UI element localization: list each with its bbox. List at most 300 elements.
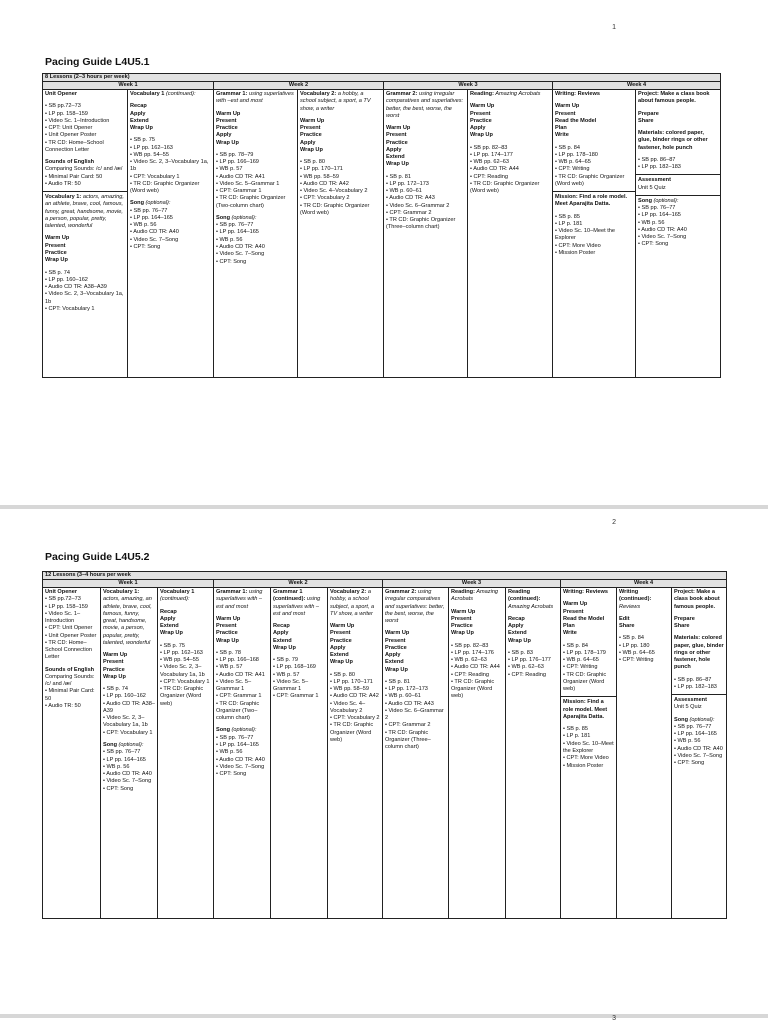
cell-line: • LP pp. 178–179: [563, 649, 606, 656]
cell-line: • WB p. 57: [216, 166, 243, 173]
cell-divider: [43, 191, 127, 192]
document-page-3: [0, 1015, 768, 1024]
cell-line: • SB p. 81: [385, 678, 410, 685]
cell-line: • SB pp. 86–87: [638, 156, 676, 163]
section-heading: Prepare: [674, 615, 695, 622]
cell-line: • WB pp. 54–55: [160, 657, 199, 664]
cell-line: • WB pp. 54–55: [130, 151, 169, 158]
cell-line: Grammar 1 (continued): using superlatives with –est and most: [273, 588, 321, 617]
section-heading: Wrap Up: [45, 257, 68, 264]
cell-line: • Video Sc. 5–Grammar 1: [273, 678, 309, 693]
section-heading: Warm Up: [451, 608, 476, 615]
cell-line: • Audio CD TR: A40: [216, 244, 265, 251]
cell-line: • Audio CD TR: A43: [385, 700, 434, 707]
section-heading: Project: Make a class book about famous people.: [638, 90, 710, 105]
cell-line: • CPT: Writing: [619, 657, 654, 664]
cell-line: • CPT: Vocabulary 2: [300, 195, 350, 202]
cell-line: Vocabulary 1: actors, amazing, an athlete, brave, cool, famous, funny, great, handsome, movie, a person, popular, pretty, talented, wonderful: [103, 588, 152, 646]
cell-line: • Audio CD TR: A43: [386, 195, 435, 202]
cell-line: • WB pp. 58–59: [330, 686, 369, 693]
cell-line: • CPT: Writing: [555, 166, 590, 173]
section-heading: Unit Opener: [45, 588, 78, 595]
cell-line: • CPT: Vocabulary 2: [330, 715, 380, 722]
cell-line: • WB p. 56: [638, 219, 665, 226]
section-heading: Practice: [300, 132, 322, 139]
cell-line: Reading (continued): Amazing Acrobats: [508, 588, 554, 610]
cell-line: • TR CD: Graphic Organizer (Two–column chart): [216, 700, 260, 722]
cell-line: • Minimal Pair Card: 50: [45, 173, 103, 180]
section-heading: Practice: [385, 644, 407, 651]
page-number: 1: [612, 24, 616, 31]
cell-line: Song (optional):: [674, 716, 715, 723]
section-heading: Read the Model: [563, 615, 605, 622]
section-heading: Apply: [386, 146, 402, 153]
cell-line: • Video Sc. 2, 3–Vocabulary 1a, 1b: [45, 291, 124, 305]
section-heading: Practice: [451, 623, 473, 630]
cell-divider: [636, 174, 720, 175]
lesson-cell: [128, 89, 214, 377]
cell-line: • Audio CD TR: A41: [216, 173, 265, 180]
cell-line: • CPT: Song: [216, 771, 247, 778]
cell-line: • LP pp. 162–163: [160, 649, 203, 656]
section-heading: Extend: [330, 652, 349, 659]
cell-line: • WB p. 60–61: [385, 693, 421, 700]
cell-line: • Audio CD TR: A42: [300, 180, 349, 187]
section-heading: Wrap Up: [300, 146, 323, 153]
cell-line: • CPT: Vocabulary 1: [130, 173, 180, 180]
section-heading: Assessment: [638, 177, 671, 184]
cell-line: Grammar 2: using irregular comparatives and superlatives: better, the best, worse, the worst: [386, 90, 464, 119]
section-heading: Sounds of English: [45, 159, 95, 166]
cell-line: Unit 5 Quiz: [638, 184, 666, 191]
cell-line: • SB p. 85: [563, 726, 588, 733]
cell-line: • CPT: Grammar 2: [386, 209, 432, 216]
section-heading: Extend: [273, 637, 292, 644]
section-heading: Present: [45, 242, 66, 249]
cell-line: Vocabulary 2: a hobby, a school subject, a sport, a TV show, a writer: [300, 90, 371, 112]
lesson-cell: [298, 89, 384, 377]
page-number: 2: [612, 519, 616, 526]
cell-line: • LP pp. 182–183: [674, 683, 717, 690]
section-heading: Assessment: [674, 697, 707, 704]
cell-line: • SB pp. 82–83: [451, 642, 489, 649]
lesson-cell: [328, 587, 383, 918]
cell-line: • TR CD: Graphic Organizer (Word web): [470, 180, 540, 195]
cell-line: • SB p. 80: [300, 159, 325, 166]
cell-line: Comparing Sounds: /c/ and /æ/: [45, 673, 95, 688]
section-heading: Present: [103, 659, 124, 666]
week-header: Week 4: [561, 579, 727, 587]
cell-line: • WB p. 56: [103, 763, 130, 770]
section-heading: Extend: [508, 630, 527, 637]
section-heading: Warm Up: [563, 601, 588, 608]
cell-line: • SB pp. 82–83: [470, 144, 508, 151]
cell-line: • Audio CD TR: A40: [674, 745, 723, 752]
cell-line: • CPT: Unit Opener: [45, 125, 93, 132]
cell-line: • LP pp. 176–177: [508, 657, 551, 664]
cell-line: • Mission Poster: [563, 762, 604, 769]
cell-line: • LP p. 181: [555, 220, 583, 227]
cell-line: Reading: Amazing Acrobats: [451, 588, 499, 603]
cell-line: • WB p. 56: [674, 738, 701, 745]
cell-line: • SB p. 81: [386, 173, 411, 180]
pacing-table: [42, 73, 721, 378]
cell-line: • SB pp. 78–79: [216, 151, 254, 158]
section-heading: Wrap Up: [470, 132, 493, 139]
cell-line: • Audio CD TR: A42: [330, 693, 379, 700]
cell-line: • LP pp. 170–171: [300, 166, 343, 173]
section-heading: Practice: [470, 117, 492, 124]
section-heading: Warm Up: [385, 630, 410, 637]
cell-line: • Video Sc. 10–Meet the Explorer: [555, 228, 616, 242]
cell-line: • CPT: Reading: [470, 173, 509, 180]
section-heading: Wrap Up: [160, 630, 183, 637]
cell-line: • LP pp. 178–180: [555, 151, 598, 158]
cell-line: • SB p. 84: [619, 635, 644, 642]
cell-line: • WB p. 56: [216, 236, 243, 243]
section-heading: Wrap Up: [216, 139, 239, 146]
cell-line: • SB pp.72–73: [45, 103, 81, 110]
section-heading: Warm Up: [300, 117, 325, 124]
cell-line: • WB p. 64–65: [555, 159, 591, 166]
cell-line: • LP pp. 174–177: [470, 151, 513, 158]
section-heading: Plan: [563, 623, 575, 630]
cell-line: • Video Sc. 7–Song: [216, 251, 265, 258]
cell-line: • Audio CD TR: A41: [216, 671, 265, 678]
cell-line: • LP p. 181: [563, 733, 591, 740]
cell-line: • Video Sc. 10–Meet the Explorer: [563, 740, 614, 755]
section-heading: Present: [300, 125, 321, 132]
cell-line: • LP pp. 158–159: [45, 110, 88, 117]
document-page-1: [0, 0, 768, 505]
section-heading: Warm Up: [45, 235, 70, 242]
section-heading: Wrap Up: [130, 125, 153, 132]
section-heading: Materials: colored paper, glue, binder rings or other fastener, hole punch: [638, 130, 708, 151]
cell-line: • SB p. 80: [330, 671, 355, 678]
cell-line: • Video Sc. 2, 3–Vocabulary 1a, 1b: [130, 159, 209, 173]
section-heading: Project: Make a class book about famous people.: [674, 588, 720, 610]
section-heading: Unit Opener: [45, 90, 78, 97]
section-heading: Edit: [619, 615, 630, 622]
lesson-cell: [506, 587, 561, 918]
week-header: Week 1: [43, 579, 214, 587]
section-heading: Mission: Find a role model. Meet Aparajita Datta.: [563, 699, 608, 720]
section-heading: Apply: [470, 125, 486, 132]
cell-line: • Video Sc. 7–Song: [674, 753, 723, 760]
cell-line: • LP pp. 182–183: [638, 164, 681, 171]
cell-line: Comparing Sounds: /c/ and /æ/: [45, 166, 123, 173]
cell-divider: [636, 195, 720, 196]
section-heading: Writing: Reviews: [555, 90, 600, 97]
page-title: Pacing Guide L4U5.1: [45, 56, 150, 68]
section-heading: Extend: [385, 659, 404, 666]
cell-line: • TR CD: Graphic Organizer (Word web): [330, 722, 374, 744]
cell-line: • TR CD: Graphic Organizer (Word web): [563, 671, 607, 693]
cell-line: • WB p. 60–61: [386, 188, 422, 195]
section-heading: Warm Up: [103, 652, 128, 659]
cell-line: • LP pp. 172–173: [385, 686, 428, 693]
cell-line: Song (optional):: [216, 727, 257, 734]
cell-line: • LP pp. 162–163: [130, 144, 173, 151]
cell-line: • Audio TR: 50: [45, 180, 81, 187]
cell-line: • TR CD: Graphic Organizer (Word web): [300, 202, 370, 216]
cell-line: • Unit Opener Poster: [45, 132, 97, 139]
table-header: 12 Lessons (3–4 hours per week: [43, 572, 727, 580]
lesson-cell: [553, 89, 636, 377]
cell-line: • TR CD: Graphic Organizer (Word web): [555, 173, 625, 187]
cell-line: • SB p. 79: [273, 657, 298, 664]
cell-line: • WB p. 62–63: [508, 664, 544, 671]
cell-line: • WB p. 56: [130, 222, 157, 229]
cell-line: • LP pp. 166–168: [216, 657, 259, 664]
cell-line: • TR CD: Graphic Organizer (Word web): [130, 180, 200, 195]
cell-line: Grammar 2: using irregular comparatives and superlatives: better, the best, worse, the worst: [385, 588, 445, 625]
cell-line: Unit 5 Quiz: [674, 704, 702, 711]
cell-line: • LP pp. 160–162: [45, 276, 88, 283]
cell-line: • SB pp. 76–77: [674, 723, 712, 730]
cell-line: • SB p. 78: [216, 649, 241, 656]
cell-line: • SB p. 74: [45, 269, 70, 276]
section-heading: Present: [451, 615, 472, 622]
section-heading: Write: [555, 132, 569, 139]
cell-line: • TR CD: Home–School Connection Letter: [45, 139, 104, 153]
section-heading: Recap: [508, 615, 525, 622]
section-heading: Wrap Up: [508, 637, 531, 644]
section-heading: Recap: [160, 608, 177, 615]
cell-divider: [672, 694, 726, 695]
cell-line: • Audio TR: 50: [45, 702, 81, 709]
section-heading: Present: [330, 630, 351, 637]
section-heading: Wrap Up: [451, 630, 474, 637]
cell-line: • WB p. 64–65: [619, 649, 655, 656]
week-header: Week 2: [214, 579, 383, 587]
page-number: 3: [612, 1015, 616, 1022]
section-heading: Apply: [160, 615, 176, 622]
section-heading: Sounds of English: [45, 666, 95, 673]
cell-line: • CPT: Grammar 2: [385, 722, 431, 729]
cell-line: • WB p. 64–65: [563, 657, 599, 664]
cell-line: • Mission Poster: [555, 250, 596, 257]
cell-line: Song (optional):: [216, 214, 257, 221]
cell-line: • SB pp. 76–77: [130, 207, 168, 214]
lesson-cell: [101, 587, 158, 918]
cell-line: • SB pp. 76–77: [638, 205, 676, 212]
cell-line: • Audio CD TR: A44: [470, 166, 519, 173]
cell-line: Vocabulary 1 (continued):: [130, 90, 196, 97]
section-heading: Apply: [216, 132, 232, 139]
cell-line: Vocabulary 1: actors, amazing, an athlete, brave, cool, famous, funny, great, handsome, movie, a person, popular, pretty, talented, wonderful: [45, 194, 124, 230]
cell-line: • TR CD: Graphic Organizer (Three–column chart): [385, 729, 431, 751]
section-heading: Apply: [300, 139, 316, 146]
cell-line: • SB pp. 86–87: [674, 676, 712, 683]
cell-line: • SB p. 83: [508, 649, 533, 656]
cell-line: • LP pp. 164–165: [216, 229, 259, 236]
pacing-table: [42, 571, 727, 919]
lesson-cell: [383, 587, 449, 918]
cell-line: • CPT: Song: [103, 785, 134, 792]
cell-line: • Video Sc. 6–Grammar 2: [385, 707, 444, 722]
section-heading: Write: [563, 630, 577, 637]
lesson-cell: [617, 587, 672, 918]
cell-divider: [561, 696, 616, 697]
week-header: Week 3: [383, 579, 561, 587]
section-heading: Prepare: [638, 110, 659, 117]
week-header: Week 4: [553, 81, 721, 89]
cell-line: • LP pp. 172–173: [386, 180, 429, 187]
cell-line: • CPT: Vocabulary 1: [103, 729, 153, 736]
cell-line: • TR CD: Graphic Organizer (Three–column chart): [386, 217, 456, 231]
section-heading: Apply: [273, 630, 289, 637]
section-heading: Warm Up: [216, 110, 241, 117]
cell-line: • Audio CD TR: A38–A39: [103, 700, 155, 714]
cell-line: • CPT: Grammar 1: [216, 188, 262, 195]
cell-line: • Video Sc. 7–Song: [130, 236, 179, 243]
cell-line: • LP pp. 160–162: [103, 693, 146, 700]
section-heading: Wrap Up: [273, 644, 296, 651]
cell-line: • Audio CD TR: A38–A39: [45, 284, 107, 291]
week-header: Week 1: [43, 81, 214, 89]
section-heading: Wrap Up: [216, 637, 239, 644]
section-heading: Extend: [160, 623, 179, 630]
section-heading: Read the Model: [555, 117, 597, 124]
cell-line: • LP pp. 164–165: [638, 212, 681, 219]
cell-line: • Video Sc. 5–Grammar 1: [216, 678, 252, 693]
section-heading: Warm Up: [555, 103, 580, 110]
section-heading: Apply: [508, 623, 524, 630]
section-heading: Practice: [216, 630, 238, 637]
cell-line: • CPT: Song: [638, 241, 669, 248]
section-heading: Wrap Up: [385, 666, 408, 673]
section-heading: Plan: [555, 125, 567, 132]
cell-line: Reading: Amazing Acrobats: [470, 90, 541, 97]
cell-line: • Video Sc. 4–Vocabulary 2: [330, 700, 366, 714]
cell-line: • Video Sc. 1–Introduction: [45, 117, 110, 124]
cell-line: • SB p. 84: [563, 642, 588, 649]
cell-line: • CPT: Reading: [508, 671, 547, 678]
section-heading: Practice: [103, 666, 125, 673]
cell-line: • SB p. 75: [130, 137, 155, 144]
cell-line: • CPT: Song: [674, 760, 705, 767]
cell-line: Grammar 1: using superlatives with –est and most: [216, 588, 263, 610]
cell-line: Vocabulary 2: a hobby, a school subject, a sport, a TV show, a writer: [330, 588, 375, 617]
cell-line: • TR CD: Graphic Organizer (Word web): [451, 678, 495, 700]
cell-line: • Video Sc. 7–Song: [216, 763, 265, 770]
section-heading: Extend: [386, 154, 405, 161]
section-heading: Writing: Reviews: [563, 588, 608, 595]
cell-line: • SB pp. 76–77: [216, 222, 254, 229]
cell-line: • Unit Opener Poster: [45, 632, 97, 639]
lesson-cell: [214, 89, 298, 377]
cell-line: • CPT: Grammar 1: [273, 693, 319, 700]
cell-line: • LP pp. 174–176: [451, 649, 494, 656]
lesson-cell: [271, 587, 328, 918]
cell-line: • LP pp. 164–165: [103, 756, 146, 763]
week-header: Week 3: [384, 81, 553, 89]
section-heading: Wrap Up: [330, 659, 353, 666]
week-header: Week 2: [214, 81, 384, 89]
cell-line: • CPT: Song: [216, 258, 247, 265]
cell-line: • LP pp. 180: [619, 642, 650, 649]
cell-line: • CPT: Grammar 1: [216, 693, 262, 700]
cell-line: Song (optional):: [130, 200, 171, 207]
section-heading: Practice: [330, 637, 352, 644]
cell-line: • LP pp. 164–165: [216, 742, 259, 749]
section-heading: Apply: [330, 644, 346, 651]
lesson-cell: [214, 587, 271, 918]
section-heading: Warm Up: [330, 623, 355, 630]
cell-line: • SB p. 84: [555, 144, 580, 151]
lesson-cell: [43, 587, 101, 918]
section-heading: Extend: [130, 117, 149, 124]
cell-line: • Audio CD TR: A40: [103, 771, 152, 778]
cell-line: • WB p. 57: [216, 664, 243, 671]
cell-line: Writing (continued): Reviews: [619, 588, 652, 610]
cell-line: • CPT: Unit Opener: [45, 625, 93, 632]
cell-line: • CPT: Vocabulary 1: [45, 305, 95, 312]
section-heading: Share: [674, 623, 690, 630]
cell-line: • CPT: More Video: [563, 755, 609, 762]
cell-line: • Video Sc. 2, 3–Vocabulary 1a, 1b: [103, 715, 148, 729]
cell-line: Song (optional):: [638, 197, 679, 204]
section-heading: Warm Up: [470, 103, 495, 110]
cell-line: • CPT: Writing: [563, 664, 598, 671]
cell-line: • Audio CD TR: A40: [130, 229, 179, 236]
cell-line: • CPT: Reading: [451, 671, 490, 678]
cell-line: • Audio CD TR: A40: [638, 226, 687, 233]
cell-line: • LP pp. 170–171: [330, 678, 373, 685]
cell-line: • SB p. 75: [160, 642, 185, 649]
lesson-cell: [43, 89, 128, 377]
cell-divider: [553, 191, 635, 192]
section-heading: Apply: [385, 652, 401, 659]
cell-line: • SB pp.72–73: [45, 596, 81, 603]
lesson-cell: [468, 89, 553, 377]
page-title: Pacing Guide L4U5.2: [45, 551, 150, 563]
section-heading: Practice: [386, 139, 408, 146]
lesson-cell: [158, 587, 214, 918]
section-heading: Warm Up: [216, 615, 241, 622]
cell-line: • Video Sc. 7–Song: [638, 234, 687, 241]
cell-line: Vocabulary 1 (continued):: [160, 588, 195, 603]
cell-line: • WB pp. 58–59: [300, 173, 339, 180]
document-page-2: [0, 509, 768, 1014]
section-heading: Recap: [273, 623, 290, 630]
cell-line: • LP pp. 158–159: [45, 603, 88, 610]
section-heading: Mission: Find a role model. Meet Aparajita Datta.: [555, 194, 628, 208]
cell-line: • SB pp. 76–77: [216, 734, 254, 741]
section-heading: Present: [216, 623, 237, 630]
section-heading: Present: [385, 637, 406, 644]
cell-line: • Audio CD TR: A44: [451, 664, 500, 671]
cell-line: • WB pp. 62–63: [470, 159, 509, 166]
section-heading: Warm Up: [386, 125, 411, 132]
section-heading: Present: [563, 608, 584, 615]
section-heading: Present: [555, 110, 576, 117]
cell-line: Grammar 1: using superlatives with –est and most: [216, 90, 294, 105]
lesson-cell: [636, 89, 721, 377]
lesson-cell: [672, 587, 727, 918]
cell-line: • Minimal Pair Card: 50: [45, 688, 95, 702]
table-header: 8 Lessons (2–3 hours per week): [43, 74, 721, 82]
cell-line: • Video Sc. 6–Grammar 2: [386, 202, 450, 209]
cell-line: • Audio CD TR: A40: [216, 756, 265, 763]
section-heading: Practice: [45, 250, 67, 257]
cell-line: • SB p. 74: [103, 686, 128, 693]
cell-line: • WB p. 62–63: [451, 657, 487, 664]
cell-line: • Video Sc. 1–Introduction: [45, 610, 81, 625]
cell-line: • WB p. 56: [216, 749, 243, 756]
cell-line: • TR CD: Graphic Organizer (Word web): [160, 686, 204, 707]
